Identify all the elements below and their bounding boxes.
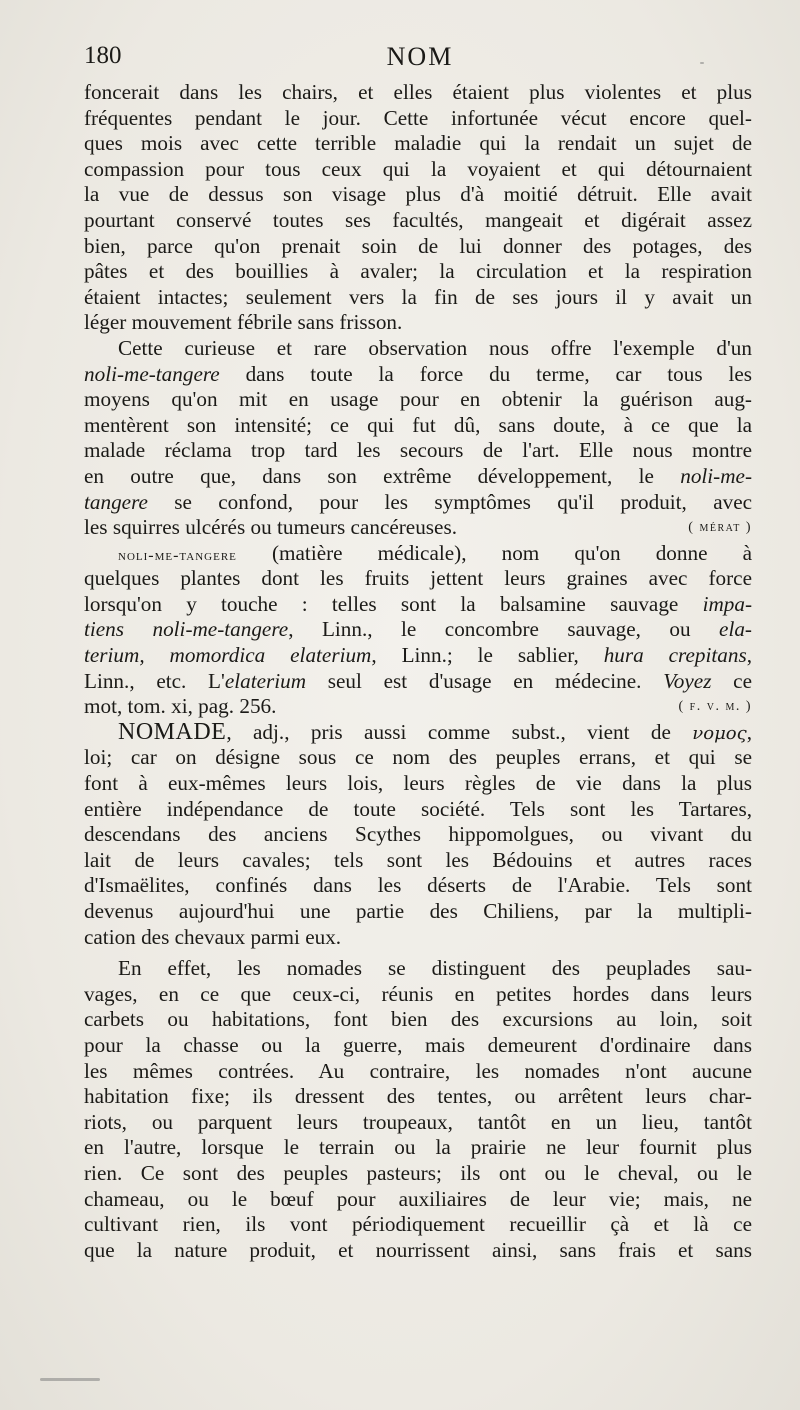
text-run: seul est d'usage en médecine.: [306, 668, 664, 693]
italic-term: noli-me-tangere: [84, 361, 220, 386]
entry-term: noli-me-tangere: [118, 546, 237, 564]
paper-speck: [700, 62, 704, 64]
text-line: foncerait dans les chairs, et elles étaient plus violentes et plus: [84, 80, 752, 104]
greek-word: νομος: [692, 722, 747, 744]
text-run: se confond, pour les symptômes qu'il produit, avec: [147, 489, 752, 514]
text-line: vages, en ce que ceux-ci, réunis en petites hordes dans leurs: [84, 981, 752, 1006]
italic-term: hura crepitans: [603, 643, 747, 668]
text-line: [84, 592, 752, 618]
text-line: chameau, ou le bœuf pour auxiliaires de leur vie; mais, ne: [84, 1186, 752, 1211]
text-line: rien. Ce sont des peuples pasteurs; ils ont ou le cheval, ou le: [84, 1160, 752, 1185]
italic-term: impa-: [702, 591, 752, 616]
text-line: malade réclama trop tard les secours de l'art. Elle nous montre: [84, 438, 752, 463]
text-line: étaient intactes; seulement vers la fin de ses jours il y avait un: [84, 284, 752, 309]
text-run: , Linn., le concombre sauvage, ou: [288, 617, 720, 642]
text-line: loi; car on désigne sous ce nom des peuples errans, et qui se: [84, 745, 752, 770]
text-run: en outre que, dans son extrême développement, le: [84, 463, 681, 488]
text-run: mot, tom. xi, pag. 256.: [84, 694, 277, 719]
text-line: léger mouvement fébrile sans frisson.: [84, 310, 403, 335]
text-line: devenus aujourd'hui une partie des Chiliens, par la multipli-: [84, 899, 752, 923]
italic-term: Voyez: [663, 668, 712, 693]
text-line: descendans des anciens Scythes hippomolgues, ou vivant du: [84, 822, 752, 847]
text-line: entière indépendance de toute société. Tels sont les Tartares,: [84, 796, 752, 821]
entry-noli-me-tangere: [84, 541, 752, 720]
text-line: En effet, les nomades se distinguent des peuplades sau-: [118, 956, 752, 981]
paper-smudge: [40, 1378, 100, 1381]
text-line: ques mois avec cette terrible maladie qui la rendait un sujet de: [84, 131, 752, 156]
text-line: d'Ismaëlites, confinés dans les déserts de l'Arabie. Tels sont: [84, 873, 752, 898]
text-line: cation des chevaux parmi eux.: [84, 924, 342, 949]
text-line: [84, 490, 752, 516]
text-line: [84, 669, 752, 695]
text-line: [84, 617, 752, 643]
text-run: lorsqu'on y touche : telles sont la balsamine sauvage: [84, 591, 703, 616]
running-head: NOM: [386, 42, 454, 71]
text-line: les mêmes contrées. Au contraire, les nomades n'ont aucune: [84, 1058, 752, 1083]
text-line: bien, parce qu'on prenait soin de lui donner des potages, des: [84, 233, 752, 258]
paragraph-observation: [84, 336, 752, 541]
text-line: pourtant conservé toutes ses facultés, mangeait et digérait assez: [84, 207, 752, 232]
text-line: la vue de dessus son visage plus d'à moitié détruit. Elle avait: [84, 182, 752, 207]
text-line: habitation fixe; ils dressent des tentes, ou arrêtent leurs char-: [84, 1084, 752, 1109]
entry-term: NOMADE: [118, 718, 227, 745]
text-line: [84, 541, 752, 567]
text-line: riots, ou parquent leurs troupeaux, tantôt en un lieu, tantôt: [84, 1109, 752, 1134]
body-text: [84, 80, 752, 1263]
author-signature: ( f. v. m. ): [678, 699, 752, 715]
italic-term: terium, momordica elaterium: [84, 643, 372, 668]
text-run: les squirres ulcérés ou tumeurs cancéreuses.: [84, 515, 457, 540]
entry-nomade: [84, 720, 752, 950]
italic-term: tangere: [84, 489, 148, 514]
italic-term: noli-me-: [680, 463, 752, 488]
text-line: [84, 362, 752, 388]
text-run: , adj., pris aussi comme subst., vient de: [226, 719, 693, 744]
text-run: , Linn.; le sablier,: [371, 643, 604, 668]
text-line: pâtes et des bouillies à avaler; la circulation et la respiration: [84, 259, 752, 284]
text-line: compassion pour tous ceux qui la voyaient et qui détournaient: [84, 156, 752, 181]
text-run: dans toute la force du terme, car tous les: [219, 361, 752, 386]
text-line: pour la chasse ou la guerre, mais demeurent d'ordinaire dans: [84, 1032, 752, 1057]
text-line: [84, 515, 752, 541]
text-line: moyens qu'on mit en usage pour en obtenir la guérison aug-: [84, 387, 752, 412]
paragraph-continuation: [84, 80, 752, 336]
text-line: [84, 464, 752, 490]
text-line: font à eux-mêmes leurs lois, leurs règles de vie dans la plus: [84, 771, 752, 796]
text-run: (matière médicale), nom qu'on donne à: [236, 540, 752, 565]
text-line: fréquentes pendant le jour. Cette infortunée vécut encore quel-: [84, 105, 752, 130]
text-line: mentèrent son intensité; ce qui fut dû, sans doute, à ce que la: [84, 412, 752, 437]
text-line: en l'autre, lorsque le terrain ou la prairie ne leur fournit plus: [84, 1135, 752, 1160]
page-number: 180: [84, 42, 122, 69]
text-line: Cette curieuse et rare observation nous offre l'exemple d'un: [118, 335, 752, 360]
text-line: cultivant rien, ils vont périodiquement recueillir çà et là ce: [84, 1212, 752, 1237]
text-run: ce: [711, 668, 752, 693]
text-line: [84, 694, 752, 720]
italic-term: ela-: [719, 617, 752, 642]
text-line: lait de leurs cavales; tels sont les Bédouins et autres races: [84, 847, 752, 872]
text-line: [84, 643, 752, 669]
text-line: que la nature produit, et nourrissent ainsi, sans frais et sans: [84, 1237, 752, 1262]
text-run: ,: [746, 719, 752, 744]
text-run: ,: [746, 643, 752, 668]
italic-term: elaterium: [224, 668, 307, 693]
text-line: quelques plantes dont les fruits jettent leurs graines avec force: [84, 566, 752, 591]
text-line: carbets ou habitations, font bien des excursions au loin, soit: [84, 1007, 752, 1032]
text-line: [84, 720, 752, 746]
italic-term: tiens noli-me-tangere: [84, 617, 289, 642]
text-run: Linn., etc. L': [84, 668, 225, 693]
page-header: [84, 40, 756, 80]
paragraph-nomades: [84, 956, 752, 1263]
author-signature: ( mérat ): [688, 520, 752, 536]
